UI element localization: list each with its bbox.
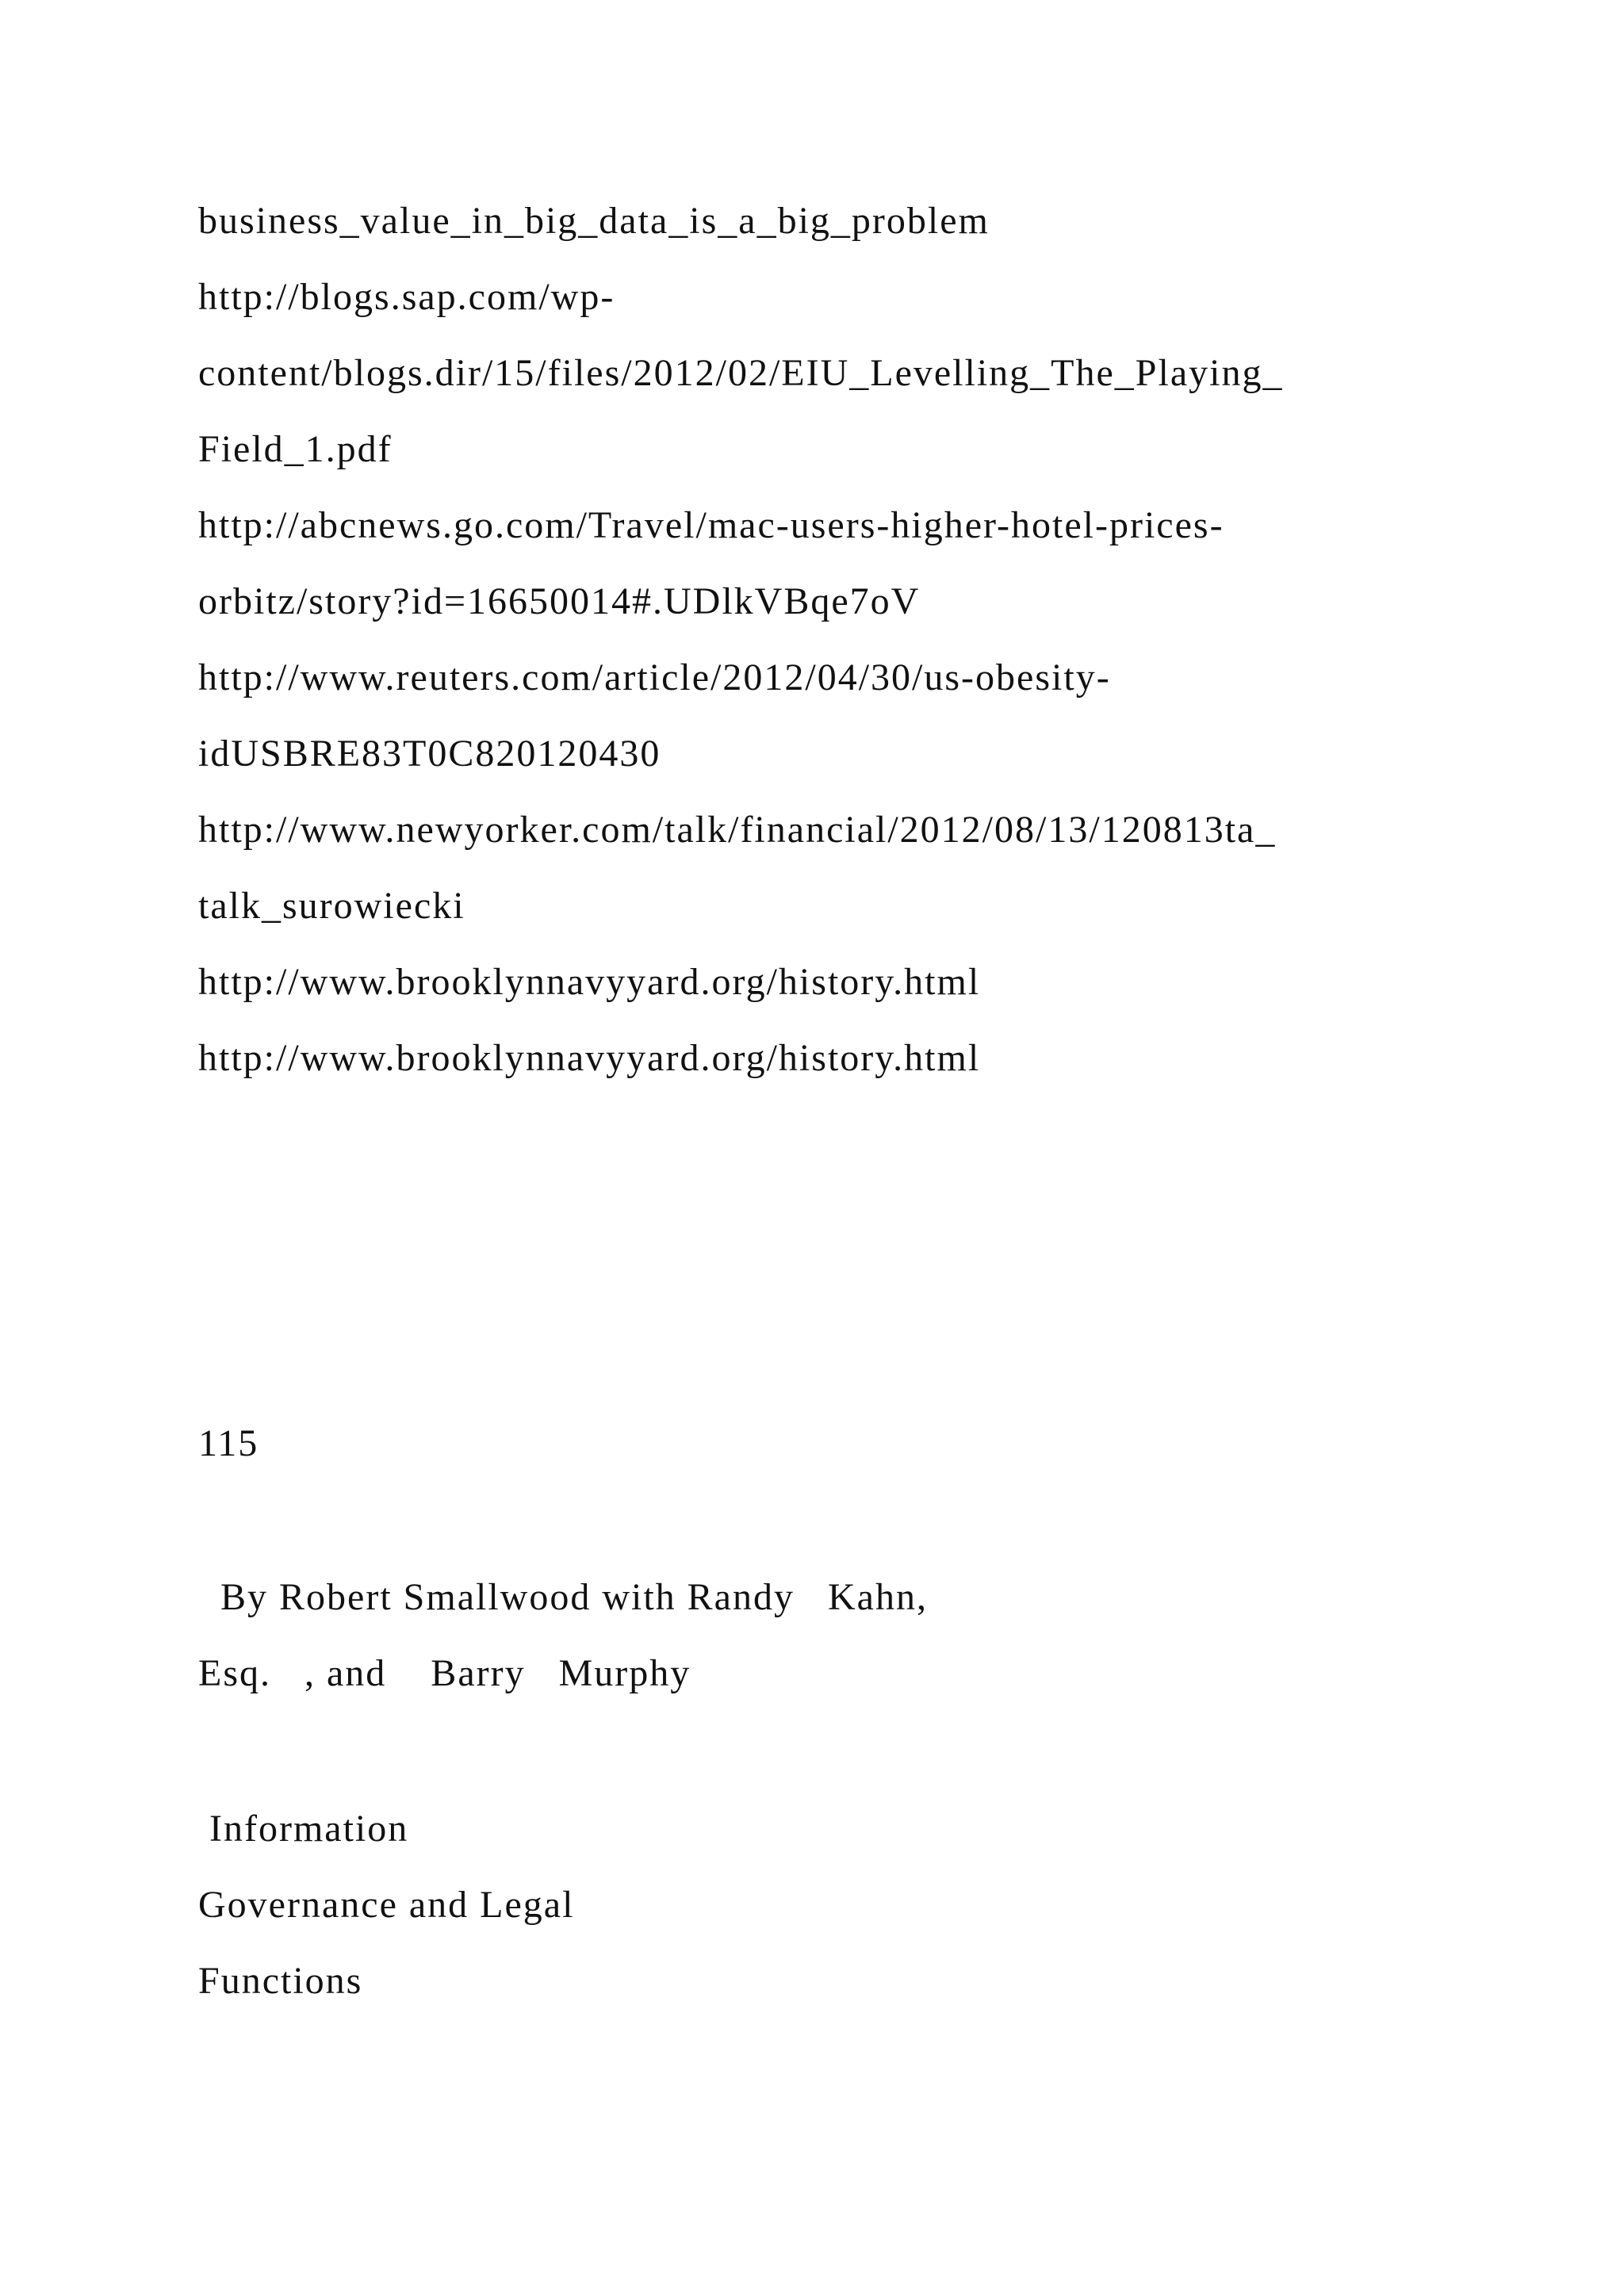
chapter-title-line: Functions (198, 1960, 363, 2002)
reference-line: http://abcnews.go.com/Travel/mac-users-higher-hotel-prices- (198, 504, 1224, 546)
reference-line: http://www.newyorker.com/talk/financial/2012/08/13/120813ta_ (198, 809, 1277, 851)
reference-line: http://www.brooklynnavyyard.org/history.html (198, 961, 981, 1003)
reference-line: http://blogs.sap.com/wp- (198, 276, 615, 318)
reference-line: idUSBRE83T0C820120430 (198, 733, 661, 775)
reference-line: talk_surowiecki (198, 885, 465, 927)
reference-line: business_value_in_big_data_is_a_big_problem (198, 200, 990, 242)
reference-line: orbitz/story?id=16650014#.UDlkVBqe7oV (198, 580, 921, 622)
reference-line: http://www.reuters.com/article/2012/04/30/us-obesity- (198, 656, 1111, 698)
chapter-title-line: Information (198, 1808, 409, 1850)
page-number: 115 (198, 1422, 259, 1464)
reference-line: Field_1.pdf (198, 428, 393, 470)
byline-line: Esq. , and Barry Murphy (198, 1652, 691, 1694)
reference-line: content/blogs.dir/15/files/2012/02/EIU_Levelling_The_Playing_ (198, 352, 1284, 394)
chapter-title-line: Governance and Legal (198, 1884, 575, 1926)
byline-line: By Robert Smallwood with Randy Kahn, (198, 1576, 928, 1618)
reference-line: http://www.brooklynnavyyard.org/history.html (198, 1037, 981, 1079)
